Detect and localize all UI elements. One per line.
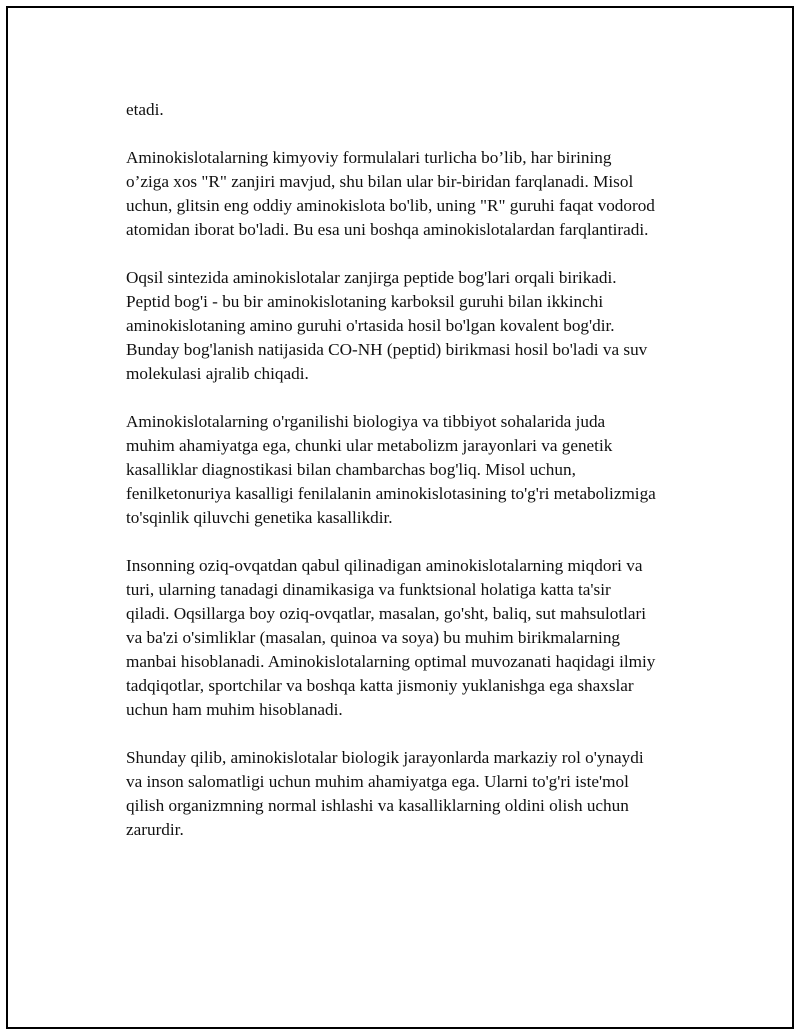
text-line: kasalliklar diagnostikasi bilan chambarchas bog'liq. Misol uchun, (126, 460, 576, 479)
text-line: Peptid bog'i - bu bir aminokislotaning karboksil guruhi bilan ikkinchi (126, 292, 604, 311)
text-line: fenilketonuriya kasalligi fenilalanin aminokislotasining to'g'ri metabolizmiga (126, 484, 656, 503)
text-line: muhim ahamiyatga ega, chunki ular metabolizm jarayonlari va genetik (126, 436, 613, 455)
text-line: uchun, glitsin eng oddiy aminokislota bo'lib, uning "R" guruhi faqat vodorod (126, 196, 655, 215)
text-line: turi, ularning tanadagi dinamikasiga va funktsional holatiga katta ta'sir (126, 580, 611, 599)
paragraph-chemical-formulas (126, 146, 708, 242)
text-line: aminokislotaning amino guruhi o'rtasida hosil bo'lgan kovalent bog'dir. (126, 316, 615, 335)
text-line: Shunday qilib, aminokislotalar biologik jarayonlarda markaziy rol o'ynaydi (126, 748, 644, 767)
document-body (126, 98, 708, 866)
text-line: o’ziga xos "R" zanjiri mavjud, shu bilan ular bir-biridan farqlanadi. Misol (126, 172, 634, 191)
paragraph-peptide-bonds (126, 266, 708, 386)
text-line: qiladi. Oqsillarga boy oziq-ovqatlar, masalan, go'sht, baliq, sut mahsulotlari (126, 604, 647, 623)
text-line: qilish organizmning normal ishlashi va kasalliklarning oldini olish uchun (126, 796, 629, 815)
text-line: Aminokislotalarning kimyoviy formulalari turlicha bo’lib, har birining (126, 148, 612, 167)
text-line: to'sqinlik qiluvchi genetika kasallikdir. (126, 508, 393, 527)
text-line: molekulasi ajralib chiqadi. (126, 364, 309, 383)
text-line: Bunday bog'lanish natijasida CO-NH (peptid) birikmasi hosil bo'ladi va suv (126, 340, 648, 359)
text-line: manbai hisoblanadi. Aminokislotalarning optimal muvozanati haqidagi ilmiy (126, 652, 656, 671)
text-line: etadi. (126, 100, 164, 119)
paragraph-continuation (126, 98, 708, 122)
text-line: tadqiqotlar, sportchilar va boshqa katta jismoniy yuklanishga ega shaxslar (126, 676, 634, 695)
text-line: Oqsil sintezida aminokislotalar zanjirga peptide bog'lari orqali birikadi. (126, 268, 617, 287)
text-line: atomidan iborat bo'ladi. Bu esa uni boshqa aminokislotalardan farqlantiradi. (126, 220, 649, 239)
text-line: va inson salomatligi uchun muhim ahamiyatga ega. Ularni to'g'ri iste'mol (126, 772, 629, 791)
page-frame (6, 6, 794, 1029)
text-line: va ba'zi o'simliklar (masalan, quinoa va soya) bu muhim birikmalarning (126, 628, 621, 647)
paragraph-conclusion (126, 746, 708, 842)
text-line: zarurdir. (126, 820, 184, 839)
text-line: Insonning oziq-ovqatdan qabul qilinadigan aminokislotalarning miqdori va (126, 556, 643, 575)
text-line: Aminokislotalarning o'rganilishi biologiya va tibbiyot sohalarida juda (126, 412, 606, 431)
paragraph-nutrition (126, 554, 708, 722)
paragraph-medical-importance (126, 410, 708, 530)
text-line: uchun ham muhim hisoblanadi. (126, 700, 343, 719)
